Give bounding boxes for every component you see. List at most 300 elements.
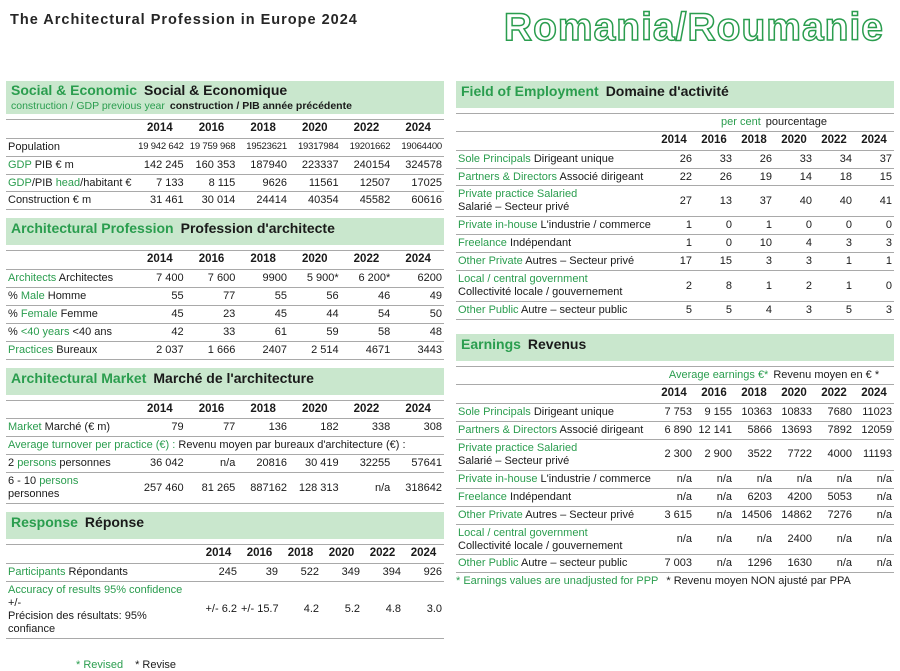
section-title xyxy=(11,82,439,99)
section-subtitle-fr: construction / PIB année précédente xyxy=(169,100,352,112)
row-label-fr: Répondants xyxy=(65,565,128,578)
row-label-en: Local / central government xyxy=(458,526,588,539)
cell-value: n/a xyxy=(716,557,732,570)
field-of-employment-table xyxy=(456,113,894,320)
row-label-en: Other Public xyxy=(458,557,519,570)
year-header: 2018 xyxy=(741,133,767,146)
unit-label-fr: Revenu moyen en € * xyxy=(773,369,880,382)
ppp-footnote xyxy=(456,575,894,587)
cell-value: 13 xyxy=(719,194,732,207)
cell-value: 22 xyxy=(679,170,692,183)
cell-value: 15 xyxy=(719,255,732,268)
cell-value: 5053 xyxy=(827,490,852,503)
cell-value: 19317984 xyxy=(297,141,339,153)
year-spacer xyxy=(6,545,198,564)
cell-value: 44 xyxy=(326,307,339,320)
row-label-fr: Autre – secteur public xyxy=(518,557,628,570)
unit-label xyxy=(654,114,894,132)
year-header-row xyxy=(6,400,444,419)
cell-value: 24414 xyxy=(256,194,287,207)
cell-value: 20816 xyxy=(256,457,287,470)
year-header: 2014 xyxy=(147,122,173,134)
cell-value: 4.8 xyxy=(385,603,401,616)
cell-value: 14862 xyxy=(781,508,812,521)
year-header: 2016 xyxy=(198,253,225,266)
row-label-fr: Collectivité locale / gouvernement xyxy=(458,286,623,299)
cell-value: 4 xyxy=(805,237,812,250)
year-header: 2020 xyxy=(781,387,807,400)
cell-value: 1 xyxy=(765,219,772,232)
cell-value: 11023 xyxy=(862,405,892,418)
row-label xyxy=(456,217,654,235)
row-label-fr: Architectes xyxy=(56,272,114,284)
row-label-en: Other Private xyxy=(458,255,523,268)
row-label-fr: Dirigeant unique xyxy=(530,152,614,165)
row-label-en: Market xyxy=(8,421,42,434)
row-label-en: Freelance xyxy=(458,490,507,503)
year-header: 2014 xyxy=(205,547,232,560)
table-row xyxy=(6,341,444,359)
cell-value: 19 942 642 xyxy=(138,141,184,153)
year-header: 2022 xyxy=(369,547,396,560)
cell-value: 37 xyxy=(879,152,892,165)
table-row xyxy=(6,192,444,210)
cell-value: 7680 xyxy=(827,405,852,418)
year-header: 2018 xyxy=(741,387,767,400)
year-header: 2020 xyxy=(302,402,328,415)
cell-value: 324578 xyxy=(405,158,442,171)
cell-value: 1 xyxy=(885,255,892,268)
row-label-en: Sole Principals xyxy=(458,152,531,165)
year-header-row xyxy=(6,120,444,139)
architectural-market-header xyxy=(6,368,444,395)
table-row xyxy=(6,138,444,156)
row-label xyxy=(456,403,654,421)
row-label-fr: personnes xyxy=(8,488,60,501)
row-label xyxy=(456,555,654,573)
row-label-fr: Indépendant xyxy=(506,490,572,503)
cell-value: 2 514 xyxy=(311,343,339,356)
section-title-en: Field of Employment xyxy=(461,83,599,99)
cell-value: 9 155 xyxy=(704,405,732,418)
unit-label-en: per cent xyxy=(721,116,761,128)
row-label-en: Female xyxy=(20,307,58,320)
cell-value: 18 xyxy=(839,170,852,183)
cell-value: n/a xyxy=(876,508,892,521)
cell-value: 7722 xyxy=(787,448,812,461)
row-label xyxy=(456,524,654,555)
row-label-fr: Revenu moyen par bureaux d'architecture (€) : xyxy=(178,439,406,452)
cell-value: n/a xyxy=(836,533,852,546)
cell-value: 26 xyxy=(759,152,772,165)
cell-value: 2407 xyxy=(262,343,287,356)
row-label-fr: Salarié – Secteur privé xyxy=(458,454,570,467)
year-header: 2020 xyxy=(781,133,807,146)
cell-value: 11561 xyxy=(308,176,339,189)
section-social-economic xyxy=(6,81,444,210)
cell-value: 5.2 xyxy=(344,603,360,616)
cell-value: 10 xyxy=(759,237,772,250)
cell-value: 45582 xyxy=(359,194,391,207)
row-label-fr: Indépendant xyxy=(506,237,572,250)
table-row xyxy=(456,403,894,421)
cell-value: 0 xyxy=(885,219,892,232)
cell-value: 12 141 xyxy=(698,423,732,436)
cell-value: n/a xyxy=(374,481,391,494)
table-row xyxy=(6,305,444,323)
architectural-profession-header xyxy=(6,218,444,245)
row-label-fr: +/- xyxy=(8,596,22,609)
row-label xyxy=(6,174,134,192)
row-label-fr: /PIB xyxy=(31,176,56,189)
cell-value: 7 003 xyxy=(664,557,692,570)
cell-value: 1 xyxy=(845,279,852,292)
year-header: 2022 xyxy=(353,402,380,415)
page-title: The Architectural Profession in Europe 2024 xyxy=(10,12,358,28)
row-label-fr: PIB € m xyxy=(31,158,74,171)
cell-value: 56 xyxy=(326,289,339,302)
cell-value: 6 200* xyxy=(358,272,391,284)
year-header: 2022 xyxy=(353,122,380,134)
architectural-profession-table xyxy=(6,250,444,359)
cell-value: 77 xyxy=(223,421,236,434)
cell-value: 39 xyxy=(265,565,278,578)
row-label xyxy=(456,150,654,168)
response-table xyxy=(6,544,444,638)
cell-value: 0 xyxy=(845,219,852,232)
unit-spacer xyxy=(456,114,654,132)
cell-value: 128 313 xyxy=(298,481,339,494)
table-row xyxy=(6,156,444,174)
cell-value: 26 xyxy=(719,170,732,183)
cell-value: 2 900 xyxy=(704,448,732,461)
section-title-en: Response xyxy=(11,514,78,531)
cell-value: 15 xyxy=(879,170,892,183)
cell-value: 34 xyxy=(839,152,852,165)
row-label-fr: L'industrie / commerce xyxy=(537,219,651,232)
section-field-of-employment xyxy=(456,81,894,320)
cell-value: 6200 xyxy=(417,272,442,284)
year-header: 2016 xyxy=(701,387,727,400)
row-label-fr: L'industrie / commerce xyxy=(537,472,651,485)
year-spacer xyxy=(456,131,654,150)
row-label-fr: Associé dirigeant xyxy=(557,423,644,436)
cell-value: 1 xyxy=(845,255,852,268)
row-label-fr: Bureaux xyxy=(53,343,98,356)
year-header: 2022 xyxy=(821,387,847,400)
table-row xyxy=(456,150,894,168)
row-label xyxy=(456,302,654,320)
year-spacer xyxy=(456,385,654,404)
cell-value: 46 xyxy=(378,289,391,302)
cell-value: 318642 xyxy=(405,481,442,494)
table-row xyxy=(456,421,894,439)
row-label xyxy=(456,470,654,488)
cell-value: 12059 xyxy=(861,423,892,436)
year-spacer xyxy=(6,120,134,139)
cell-value: 7 600 xyxy=(207,272,236,284)
cell-value: 0 xyxy=(725,219,732,232)
row-label-fr: Associé dirigeant xyxy=(557,170,644,183)
table-row xyxy=(6,455,444,473)
table-row xyxy=(456,253,894,271)
cell-value: 45 xyxy=(171,307,184,320)
section-title-fr: Marché de l'architecture xyxy=(153,369,314,386)
page-header xyxy=(6,6,892,47)
cell-value: n/a xyxy=(876,472,892,485)
cell-value: 57641 xyxy=(411,457,442,470)
cell-value: 5 900* xyxy=(306,272,339,284)
cell-value: 54 xyxy=(378,307,391,320)
cell-value: 27 xyxy=(679,194,692,207)
year-spacer xyxy=(6,251,134,270)
row-label xyxy=(6,419,134,437)
row-label-en: persons xyxy=(17,457,57,470)
row-label-en: Partners & Directors xyxy=(458,170,558,183)
row-label-en: Practices xyxy=(8,343,54,356)
row-label-en: Private practice Salaried xyxy=(458,188,578,201)
table-row xyxy=(456,302,894,320)
social-economic-table xyxy=(6,119,444,210)
cell-value: 2 037 xyxy=(156,343,184,356)
year-header: 2018 xyxy=(250,402,276,415)
row-label xyxy=(6,455,134,473)
cell-value: 3 xyxy=(845,237,852,250)
cell-value: 40 xyxy=(839,194,852,207)
row-label-en: GDP xyxy=(8,158,32,171)
year-header-row xyxy=(6,545,444,564)
row-label-fr: Collectivité locale / gouvernement xyxy=(458,539,623,552)
right-column xyxy=(456,81,894,671)
cell-value: 13693 xyxy=(781,423,812,436)
cell-value: 48 xyxy=(429,325,442,338)
cell-value: 19523621 xyxy=(246,141,287,153)
country-title: Romania/Roumanie xyxy=(503,6,884,49)
cell-value: 8 115 xyxy=(208,176,236,189)
row-label-fr: Marché (€ m) xyxy=(41,421,111,434)
row-label xyxy=(456,506,654,524)
row-label-fr: Précision des résultats: 95% confiance xyxy=(8,609,147,635)
cell-value: 36 042 xyxy=(150,457,184,470)
cell-value: 14506 xyxy=(741,508,772,521)
table-row xyxy=(6,323,444,341)
row-label xyxy=(6,192,134,210)
year-header: 2016 xyxy=(198,402,225,415)
cell-value: 12507 xyxy=(359,176,391,189)
cell-value: n/a xyxy=(876,490,892,503)
cell-value: 8 xyxy=(725,279,732,292)
row-label-fr: <40 ans xyxy=(69,325,112,338)
cell-value: 3 615 xyxy=(664,508,692,521)
row-label xyxy=(6,270,134,288)
cell-value: 522 xyxy=(300,565,319,578)
row-label-en: <40 years xyxy=(20,325,70,338)
year-header: 2020 xyxy=(302,122,328,134)
cell-value: 0 xyxy=(885,279,892,292)
cell-value: 31 461 xyxy=(150,194,184,207)
row-label xyxy=(6,581,198,638)
cell-value: 7276 xyxy=(827,508,852,521)
section-title-en: Social & Economic xyxy=(11,82,138,98)
row-label xyxy=(6,341,134,359)
table-row xyxy=(6,437,444,455)
row-label-fr: Dirigeant unique xyxy=(530,405,614,418)
row-label xyxy=(456,235,654,253)
year-header: 2016 xyxy=(198,122,225,134)
cell-value: 142 245 xyxy=(143,158,184,171)
cell-value: 1 xyxy=(765,279,772,292)
cell-value: 49 xyxy=(429,289,442,302)
cell-value: 7 400 xyxy=(156,272,184,284)
cell-value: n/a xyxy=(836,472,852,485)
cell-value: 10363 xyxy=(741,405,772,418)
cell-value: n/a xyxy=(676,472,692,485)
cell-value: 60616 xyxy=(411,194,442,207)
cell-value: 349 xyxy=(341,565,360,578)
cell-value: 887162 xyxy=(250,481,287,494)
year-header: 2014 xyxy=(147,402,173,415)
cell-value: 3 xyxy=(885,304,892,317)
cell-value: 245 xyxy=(218,565,237,578)
cell-value: 0 xyxy=(805,219,812,232)
cell-value: 40354 xyxy=(308,194,339,207)
section-architectural-market xyxy=(6,368,444,504)
cell-value: n/a xyxy=(716,533,732,546)
year-header: 2022 xyxy=(353,253,380,266)
cell-value: 37 xyxy=(759,194,772,207)
cell-value: 50 xyxy=(429,307,442,320)
cell-value: 3522 xyxy=(747,448,772,461)
row-label-fr: /habitant € xyxy=(80,176,132,189)
cell-value: 6 890 xyxy=(664,423,692,436)
row-label-en: Partners & Directors xyxy=(458,423,558,436)
section-title-fr: Domaine d'activité xyxy=(605,83,729,99)
row-label-en: Local / central government xyxy=(458,273,588,286)
year-header: 2024 xyxy=(410,547,437,560)
revised-footnote-en: * Revised xyxy=(76,658,124,671)
cell-value: n/a xyxy=(676,490,692,503)
cell-value: 58 xyxy=(378,325,391,338)
table-row xyxy=(6,473,444,504)
section-title-en: Architectural Profession xyxy=(11,220,174,237)
row-label-fr: % xyxy=(8,307,21,320)
cell-value: 26 xyxy=(679,152,692,165)
row-label-en: Architects xyxy=(8,272,57,284)
cell-value: 1296 xyxy=(747,557,772,570)
cell-value: 9900 xyxy=(262,272,287,284)
row-label xyxy=(456,421,654,439)
table-row xyxy=(456,186,894,217)
cell-value: 2 xyxy=(685,279,692,292)
cell-value: 10833 xyxy=(781,405,812,418)
cell-value: n/a xyxy=(836,557,852,570)
year-header: 2016 xyxy=(701,133,727,146)
year-header: 2024 xyxy=(861,387,887,400)
unit-label-en: Average earnings €* xyxy=(668,369,769,382)
table-row xyxy=(456,470,894,488)
cell-value: 3443 xyxy=(417,343,442,356)
earnings-table xyxy=(456,366,894,573)
year-spacer xyxy=(6,400,134,419)
table-row xyxy=(456,217,894,235)
table-row xyxy=(456,439,894,470)
year-header-row xyxy=(456,131,894,150)
ppp-footnote-en: * Earnings values are unadjusted for PPP xyxy=(456,575,659,588)
cell-value: 6203 xyxy=(747,490,772,503)
row-label xyxy=(6,287,134,305)
cell-value: 5866 xyxy=(747,423,772,436)
cell-value: 19064400 xyxy=(401,141,442,153)
cell-value: 3 xyxy=(805,304,812,317)
row-label xyxy=(6,473,134,504)
cell-value: 17 xyxy=(679,255,692,268)
section-response xyxy=(6,512,444,638)
ppp-footnote-fr: * Revenu moyen NON ajusté par PPA xyxy=(666,575,851,588)
section-subtitle-en: construction / GDP previous year xyxy=(11,100,165,112)
cell-value: 3.0 xyxy=(426,603,442,616)
cell-value: 11193 xyxy=(863,448,892,461)
row-label xyxy=(456,439,654,470)
year-header: 2016 xyxy=(246,547,273,560)
architectural-market-table xyxy=(6,400,444,504)
row-label xyxy=(6,138,134,156)
year-header: 2014 xyxy=(147,253,173,266)
cell-value: 41 xyxy=(879,194,892,207)
cell-value: 7892 xyxy=(827,423,852,436)
cell-value: 33 xyxy=(223,325,236,338)
cell-value: 61 xyxy=(274,325,287,338)
year-header: 2024 xyxy=(405,122,431,134)
year-header: 2024 xyxy=(405,253,431,266)
section-title-fr: Social & Economique xyxy=(144,82,288,98)
cell-value: 19 759 968 xyxy=(189,141,236,153)
year-header: 2024 xyxy=(405,402,431,415)
row-label-fr: Salarié – Secteur privé xyxy=(458,201,570,214)
cell-value: 160 353 xyxy=(195,158,236,171)
year-header-row xyxy=(6,251,444,270)
cell-value: 5 xyxy=(685,304,692,317)
cell-value: 55 xyxy=(171,289,184,302)
year-header: 2022 xyxy=(821,133,847,146)
cell-value: 3 xyxy=(805,255,812,268)
cell-value: 9626 xyxy=(262,176,287,189)
cell-value: +/- 6.2 xyxy=(205,603,237,616)
unit-row xyxy=(456,114,894,132)
row-label xyxy=(456,271,654,302)
year-header: 2018 xyxy=(250,122,276,134)
cell-value: 23 xyxy=(223,307,236,320)
cell-value: 33 xyxy=(719,152,732,165)
cell-value: 7 753 xyxy=(664,405,692,418)
row-label-fr: Homme xyxy=(44,289,87,302)
row-label-en: Average turnover per practice (€) : xyxy=(8,439,179,452)
cell-value: n/a xyxy=(756,472,772,485)
section-title-fr: Réponse xyxy=(84,514,145,531)
row-label xyxy=(456,488,654,506)
cell-value: 33 xyxy=(799,152,812,165)
cell-value: 187940 xyxy=(250,158,287,171)
cell-value: 308 xyxy=(423,421,442,434)
cell-value: 223337 xyxy=(301,158,339,171)
revised-footnote xyxy=(76,659,444,671)
row-label-fr: 2 xyxy=(8,457,18,470)
cell-value: 394 xyxy=(382,565,401,578)
row-label-en: Freelance xyxy=(458,237,507,250)
cell-value: n/a xyxy=(716,490,732,503)
row-label xyxy=(6,323,134,341)
revised-footnote-fr: * Revise xyxy=(135,658,177,671)
cell-value: 5 xyxy=(845,304,852,317)
